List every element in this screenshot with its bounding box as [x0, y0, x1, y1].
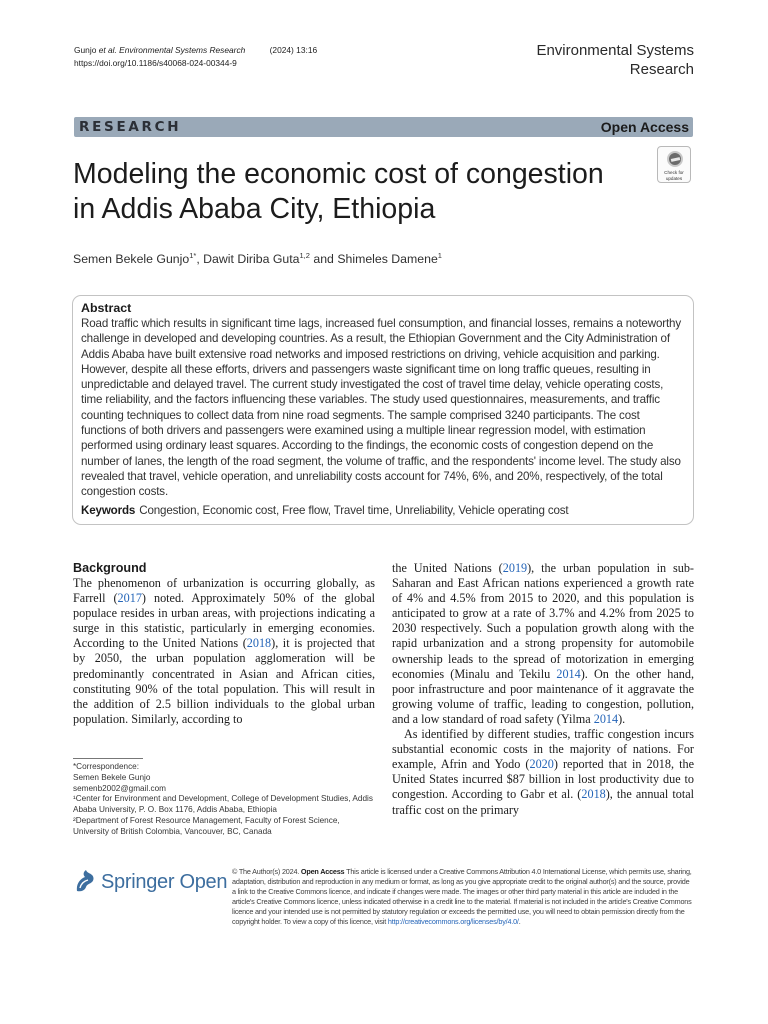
affiliation-2: ²Department of Forest Resource Management, Faculty of Forest Science, University of British Colombia, Vancouver, BC, Canada: [73, 815, 340, 836]
correspondent-name: Semen Bekele Gunjo: [73, 772, 151, 782]
author-list: [73, 251, 442, 266]
footnote-divider: [73, 758, 143, 759]
author-affiliation-mark: 1*: [189, 251, 197, 260]
author-name[interactable]: Dawit Diriba Guta: [203, 252, 300, 267]
citation-link[interactable]: 2014: [593, 711, 619, 726]
citation-link[interactable]: 2018: [581, 787, 606, 802]
author-name[interactable]: Shimeles Damene: [337, 252, 438, 267]
correspondence-label: *Correspondence:: [73, 762, 139, 771]
license-notice: © The Author(s) 2024. Open Access This article is licensed under a Creative Commons Attribution 4.0 International License, which permits use, sharing, adaptation, distribution and reproduction in any medium or format, as long as you give appropriate credit to the original author(s) and the source, provide a link to the Creative Commons licence, and indicate if changes were made. The images or other third party material in this article are included in the article's Creative Commons licence, unless indicated otherwise in a credit line to the material. If material is not included in the article's Creative Commons licence and your intended use is not permitted by statutory regulation or exceeds the permitted use, you will need to obtain permission directly from the copyright holder. To view a copy of this licence, visit http://creativecommons.org/licenses/by/4.0/.: [232, 867, 692, 926]
footnotes: [73, 762, 373, 838]
open-access-label: Open Access: [600, 119, 689, 135]
springer-open-logo: [73, 868, 228, 898]
citation-link[interactable]: 2017: [117, 591, 142, 606]
abstract-text: Road traffic which results in significant time lags, increased fuel consumption, and financial losses, remains a noteworthy challenge in developed and developing countries. As a result, the Ethiopian Government and the City Administration of Addis Ababa have built extensive road networks and imposed restrictions on driving, vehicle acquisition and parking. However, despite all these efforts, drivers and passengers waste significant time on long traffic queues, resulting in unpredictable and delayed travel. The current study investigated the cost of travel time delay, vehicle operating costs, time reliability, and the factors influencing these variables. The study used questionnaires, measurements, and traffic counting techniques to collect data from nine road segments. The sample comprised 3240 participants. The cost functions of both drivers and passengers were examined using a multiple linear regression model, with estimation performed using ordinary least squares. According to the findings, the economic costs of congestion depend on the number of lanes, the length of the road segment, the volume of traffic, and the respondents' income level. The study also revealed that travel, vehicle operation, and unreliability costs account for 74%, 6%, and 20%, respectively, of the total congestion costs.: [81, 317, 681, 499]
license-link[interactable]: http://creativecommons.org/licenses/by/4.0/: [387, 916, 519, 926]
author-separator: and: [309, 252, 338, 267]
check-for-updates-badge[interactable]: [657, 146, 691, 183]
citation-link[interactable]: 2014: [556, 666, 581, 681]
citation-link[interactable]: 2020: [529, 757, 554, 772]
body-paragraph: the United Nations (2019), the urban population in sub-Saharan and East African nations experienced a growth rate of 4% and 4.5% from 2015 to 2020, and this population is anticipated to grow at a rate of 3.7% and 4.2% from 2025 to 2030 respectively. Such a population growth along with the rapid urbanization and a strong propensity for automobile ownership leads to the spread of motorization in emerging economies (Minalu and Tekilu 2014). On the other hand, poor infrastructure and poor maintenance of it aggravate the growing volume of traffic, leading to congestion, pollution, and a low standard of road safety (Yilma 2014).: [392, 561, 694, 726]
author-affiliation-mark: 1: [437, 251, 442, 260]
running-head-volume: (2024) 13:16: [269, 45, 318, 55]
journal-name-line1: Environmental Systems: [536, 42, 694, 59]
keywords-label: Keywords: [81, 503, 136, 517]
citation-link[interactable]: 2018: [246, 636, 272, 651]
body-paragraph: As identified by different studies, traffic congestion incurs substantial economic costs in the majority of nations. For example, Afrin and Yodo (2020) reported that in 2018, the United States incurred $87 billion in lost productivity due to congestion. According to Gabr et al. (2018), the annual total traffic cost on the primary: [392, 727, 694, 817]
running-head: [74, 44, 317, 70]
check-for-updates-label: Check for updates: [664, 170, 684, 181]
author-affiliation-mark: 1,2: [299, 251, 310, 260]
citation-link[interactable]: 2019: [502, 561, 528, 575]
running-head-author: Gunjo: [74, 45, 97, 55]
article-title: Modeling the economic cost of congestion in Addis Ababa City, Ethiopia: [73, 158, 604, 225]
abstract-heading: Abstract: [81, 301, 132, 315]
springer-open-wordmark: Springer Open: [101, 871, 228, 893]
license-open-access: Open Access: [300, 867, 345, 876]
doi-link[interactable]: https://doi.org/10.1186/s40068-024-00344-9: [74, 58, 237, 68]
springer-horse-icon: [73, 869, 97, 895]
author-separator: ,: [196, 252, 204, 267]
running-head-journal: et al. Environmental Systems Research: [98, 45, 246, 55]
body-paragraph: The phenomenon of urbanization is occurring globally, as Farrell (2017) noted. Approximately 50% of the global populace resides in urban areas, with projections indicating a surge in this statistic, particularly in emerging economies. According to the United Nations (2018), it is projected that by 2050, the urban population agglomeration will be predominantly concentrated in Asian and African cities, constituting 90% of the total population. This will result in the addition of 2.5 billion individuals to the global urban population. Similarly, according to: [73, 576, 376, 726]
article-type-banner: [74, 117, 693, 137]
journal-name: [536, 41, 694, 79]
check-for-updates-icon: [667, 151, 683, 167]
body-column-left: [73, 561, 375, 727]
section-heading-background: Background: [73, 561, 147, 575]
article-type-label: RESEARCH: [79, 119, 182, 135]
abstract-box: [72, 295, 694, 525]
correspondent-email[interactable]: semenb2002@gmail.com: [73, 783, 166, 793]
affiliation-1: ¹Center for Environment and Development, College of Development Studies, Addis Ababa University, P. O. Box 1176, Addis Ababa, Ethiopia: [73, 794, 373, 815]
journal-name-line2: Research: [629, 61, 694, 78]
keywords: [81, 503, 685, 518]
body-column-right: [392, 561, 694, 818]
keywords-list: Congestion, Economic cost, Free flow, Travel time, Unreliability, Vehicle operating cost: [139, 503, 569, 517]
author-name[interactable]: Semen Bekele Gunjo: [73, 252, 190, 267]
